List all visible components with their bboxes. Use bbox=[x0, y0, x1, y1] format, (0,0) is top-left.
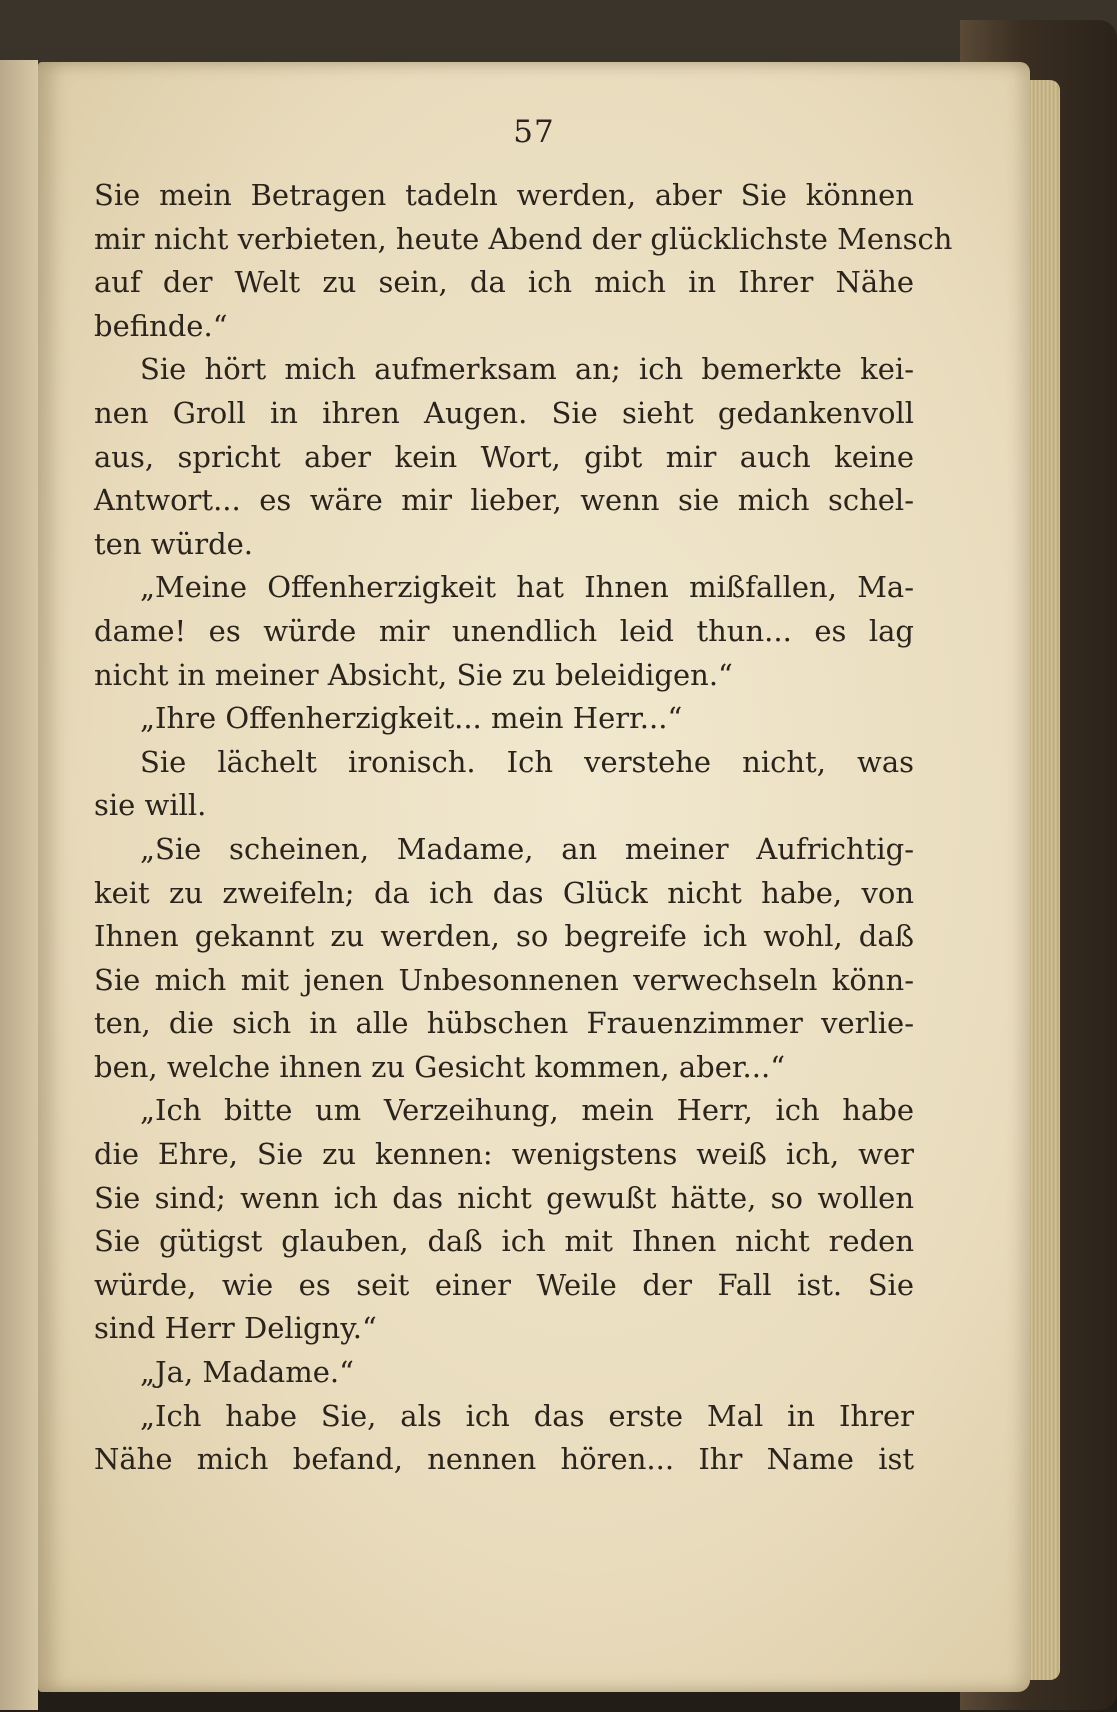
text-line: keit zu zweifeln; da ich das Glück nicht habe, von bbox=[94, 875, 914, 910]
book-page bbox=[38, 62, 1030, 1692]
text-line: Antwort... es wäre mir lieber, wenn sie mich schel- bbox=[94, 483, 914, 518]
text-line: ben, welche ihnen zu Gesicht kommen, aber...“ bbox=[94, 1049, 786, 1084]
body-text bbox=[94, 174, 953, 1482]
text-line: „Sie scheinen, Madame, an meiner Aufrichtig- bbox=[140, 831, 914, 866]
text-line: ten würde. bbox=[94, 526, 254, 561]
text-line: Sie gütigst glauben, daß ich mit Ihnen nicht reden bbox=[94, 1224, 914, 1259]
text-line: auf der Welt zu sein, da ich mich in Ihrer Nähe bbox=[94, 265, 914, 300]
text-line: dame! es würde mir unendlich leid thun... es lag bbox=[94, 613, 914, 648]
text-line: „Ja, Madame.“ bbox=[140, 1355, 354, 1390]
text-line: ten, die sich in alle hübschen Frauenzimmer verlie- bbox=[94, 1006, 914, 1041]
text-line: Ihnen gekannt zu werden, so begreife ich wohl, daß bbox=[94, 919, 914, 954]
text-line: die Ehre, Sie zu kennen: wenigstens weiß ich, wer bbox=[94, 1137, 914, 1172]
text-line: nicht in meiner Absicht, Sie zu beleidigen.“ bbox=[94, 657, 733, 692]
text-line: Sie mein Betragen tadeln werden, aber Sie können bbox=[94, 178, 914, 212]
text-line: Sie lächelt ironisch. Ich verstehe nicht, was bbox=[140, 744, 914, 779]
text-line: nen Groll in ihren Augen. Sie sieht gedankenvoll bbox=[94, 395, 914, 430]
text-line: Sie sind; wenn ich das nicht gewußt hätte, so wollen bbox=[94, 1180, 914, 1215]
text-line: Sie mich mit jenen Unbesonnenen verwechseln könn- bbox=[94, 962, 914, 997]
page-number: 57 bbox=[513, 114, 555, 150]
text-line: sie will. bbox=[94, 788, 207, 823]
text-line: „Meine Offenherzigkeit hat Ihnen mißfallen, Ma- bbox=[140, 570, 914, 605]
text-line: Nähe mich befand, nennen hören... Ihr Name ist bbox=[94, 1442, 914, 1477]
text-line: befinde.“ bbox=[94, 308, 228, 343]
text-line: aus, spricht aber kein Wort, gibt mir auch keine bbox=[94, 439, 914, 474]
text-line: würde, wie es seit einer Weile der Fall ist. Sie bbox=[94, 1267, 914, 1302]
text-line: „Ihre Offenherzigkeit... mein Herr...“ bbox=[140, 701, 683, 736]
previous-page-edge bbox=[0, 60, 38, 1710]
text-line: mir nicht verbieten, heute Abend der glücklichste Mensch bbox=[94, 221, 953, 256]
text-line: „Ich habe Sie, als ich das erste Mal in Ihrer bbox=[140, 1398, 914, 1433]
text-line: „Ich bitte um Verzeihung, mein Herr, ich habe bbox=[140, 1093, 914, 1128]
text-line: sind Herr Deligny.“ bbox=[94, 1311, 377, 1346]
text-line: Sie hört mich aufmerksam an; ich bemerkte kei- bbox=[140, 352, 914, 387]
